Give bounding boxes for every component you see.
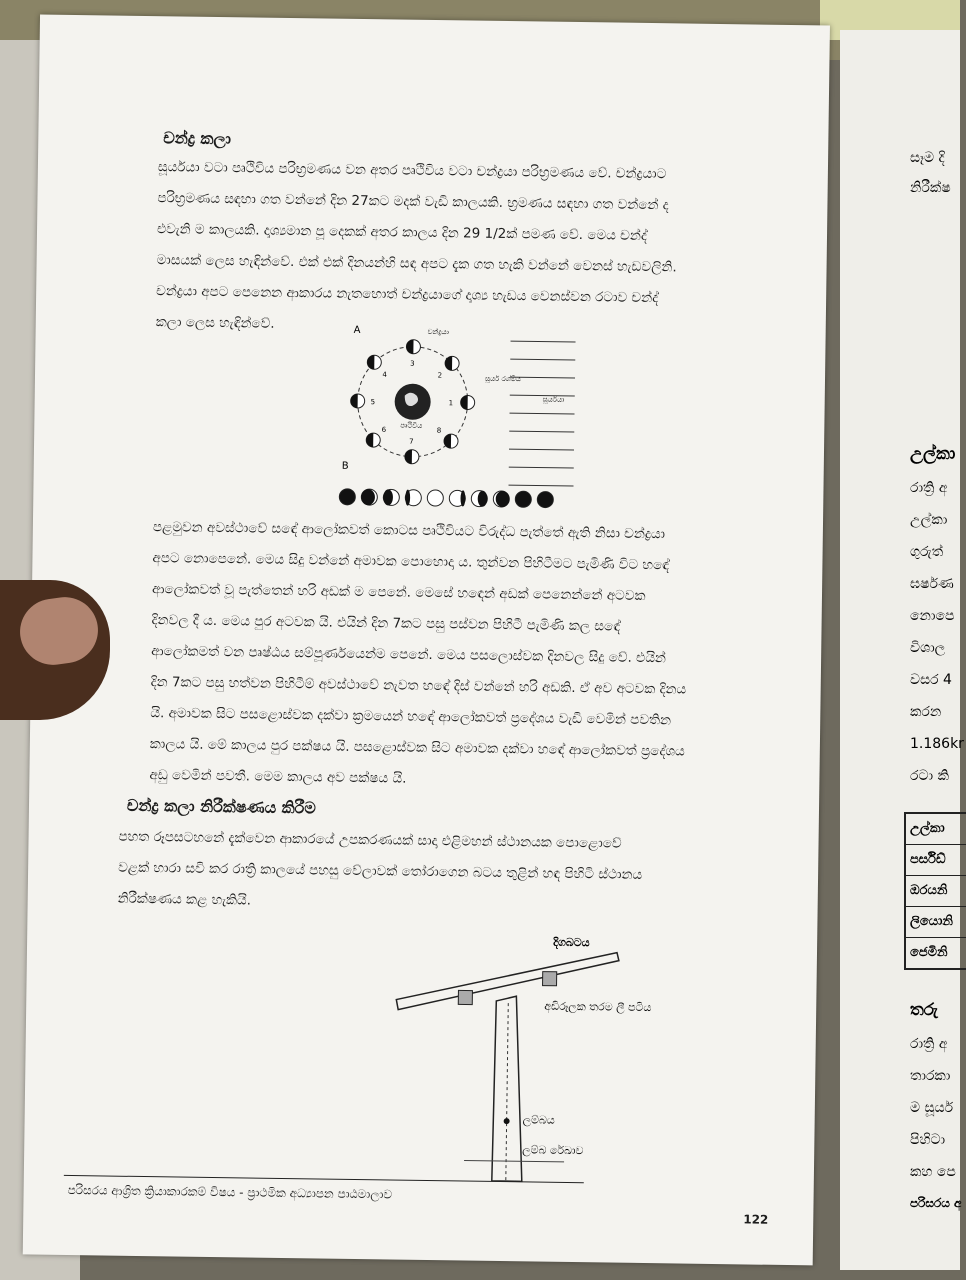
meteor-table — [904, 812, 966, 970]
orbit-moon — [437, 427, 459, 449]
table-cell: පර්සිඩ් — [906, 845, 966, 876]
right-line: ගුරුත් — [910, 544, 944, 560]
right-line: නිරීක්ෂ — [910, 180, 951, 196]
paragraph: සූර්යයා වටා පෘථිවිය පරිභ්‍රමණය වන අතර පෘථිවිය වටා චන්ද්‍රයා පරිභ්‍රමණය වේ. චන්ද්‍රයාට පරිභ්‍රමණය සඳහා ගත වන්නේ දින 27කට මදක් වැඩි කාලයකි. භ්‍රමණය සඳහා ගත වන්නේ ද එවැනි ම කාලයකි. දෘශ්‍යමාන පූ දෙකක් අතර කාලය දින 29 1/2ක් පමණ වේ. මෙය චන්ද්‍ මාසයක් ලෙස හැඳින්වේ. එක් එක් දිනයන්හි සඳ අපට දැක ගත හැකි වන්නේ වෙනස් හැඩවලිනි. චන්ද්‍රයා අපට පෙනෙන ආකාරය නැතහොත් චන්ද්‍රයාගේ දෘශ්‍ය හැඩය වෙනස්වන රටාව චන්ද්‍ කලා ලෙස හැඳින්වේ. — [155, 159, 677, 332]
label-a: A — [353, 324, 361, 336]
moon-shadow-icon — [406, 340, 413, 354]
right-line: විශාල — [910, 640, 946, 656]
right-heading: උල්කා — [910, 444, 956, 464]
earth-label: පෘථිවිය — [400, 421, 423, 430]
tube-label: දිගබටය — [553, 935, 590, 950]
paragraph: පළමුවන අවස්ථාවේ සඳේ ආලෝකවත් කොටස පෘථිවියට විරුද්ධ පැත්තේ ඇති නිසා චන්ද්‍රයා අපට නොපෙනේ. මෙය සිදු වන්නේ අමාවක පොහොදා ය. තුන්වන පිහිටීමට පැමිණි විට හඳේ ආලෝකවත් වූ පැත්තෙන් හරි අඩක් ම පෙනේ. මෙසේ හඳෙන් අඩක් පෙනෙන්නේ අටවක දිනවල දී ය. මෙය පුර අටවක යි. එයින් දින 7කට පසු පස්වන පිහිටී පැමිණි කල සඳේ ආලෝකමත් වන පෘෂ්ඨය සම්පූර්ණයෙන්ම පෙනේ. මෙය පසලොස්වක දිනවල සිදු වේ. එයින් දින 7කට පසු හත්වන පිහිටීම් අවස්ථාවේ නැවත හඳේ දිස් වන්නේ හරි අඩකි. ඒ අව අටවක දිනය යි. අමාවක සිට පසළොස්වක දක්වා ක්‍රමයෙන් හඳේ ආලෝකවත් ප්‍රදේශය වැඩි වෙමින් පවතින කාලය යි. මේ කාලය පුර පක්ෂය යි. පසළොස්වක සිට අමාවක දක්වා හඳේ ආලෝකවත් ප්‍රදේශය අඩු වෙමින් පවතී. මෙම කාලය අව පක්ෂය යි. — [149, 519, 687, 787]
phase-moon-icon — [427, 490, 443, 506]
table-cell: ලියොනි — [906, 907, 966, 938]
moon-label: චන්ද්‍රයා — [427, 327, 449, 337]
phase-number: 6 — [381, 425, 387, 434]
phase-number: 2 — [437, 371, 443, 380]
sun-ray-label: සූර්ය රශ්මිය — [484, 374, 521, 384]
orbit-moon — [351, 394, 376, 408]
phase-number: 1 — [448, 399, 454, 408]
page-footer: පරිසරය ආශ්‍රිත ක්‍රියාකාරකම් විෂය - ප්‍රාථමික අධ්‍යාපන පාඨමාලාව — [67, 1182, 393, 1202]
page-number: 122 — [743, 1212, 769, 1227]
sun-rays — [509, 341, 576, 486]
right-line: කහ පෙ — [910, 1164, 956, 1180]
section-heading: චන්ද්‍ර කලා — [163, 128, 232, 149]
phase-moon-icon — [537, 491, 553, 507]
ground-line — [464, 1161, 564, 1162]
plank-label: අඩිරූලක තරම ලී පටිය — [544, 999, 652, 1015]
phase-number: 4 — [382, 370, 387, 379]
right-line: සෑම දි — [910, 150, 945, 166]
right-line: උල්කා — [910, 512, 948, 528]
right-line: ඝර්ෂණ — [910, 576, 954, 592]
phase-moon-icon — [339, 489, 355, 505]
phase-number: 7 — [409, 437, 414, 446]
phase-row — [339, 489, 553, 508]
orbit-moon — [449, 395, 475, 409]
phase-moon-icon — [515, 491, 531, 507]
orbit-moon — [406, 340, 420, 368]
phase-number: 5 — [370, 398, 376, 407]
orbit-moon — [367, 355, 388, 379]
plumb-label: ලම්බ රේඛාව — [522, 1143, 584, 1158]
orbit-moon — [405, 438, 419, 464]
right-line: 1.186kr — [910, 736, 964, 752]
phase-number: 3 — [410, 359, 415, 368]
moon-phase-diagram — [333, 319, 576, 512]
moon-shadow-icon — [366, 433, 373, 447]
moon-shadow-icon — [405, 450, 412, 464]
right-line: වසර 4 — [910, 672, 952, 688]
right-page — [840, 30, 964, 1270]
right-line: කරන — [910, 704, 942, 720]
section-heading: චන්ද්‍ර කලා නිරීක්ෂණය කිරීම — [126, 795, 317, 818]
right-footer: පරිසරය අ — [910, 1196, 962, 1210]
table-cell: ජෙමිනි — [910, 945, 948, 960]
right-line: තාරකා — [910, 1068, 951, 1084]
sight-block-icon — [458, 990, 472, 1004]
table-cell: ඔරයනි — [906, 876, 966, 907]
right-line: රාත්‍රි අ — [910, 480, 948, 496]
book-page — [23, 14, 830, 1265]
orbit-moon — [438, 356, 460, 380]
right-line: නොපෙ — [910, 608, 955, 624]
weight-label: ලම්බය — [522, 1113, 555, 1127]
right-line: ම සූර්ය — [910, 1100, 954, 1116]
moon-shadow-icon — [367, 355, 374, 369]
phase-number: 8 — [436, 426, 442, 435]
orbit-moon — [366, 426, 387, 448]
moon-observation-apparatus — [364, 929, 652, 1183]
moon-shadow-icon — [351, 394, 358, 408]
plumb-line — [506, 1003, 508, 1181]
right-line: රටා කි — [910, 768, 949, 784]
weight-icon — [504, 1118, 510, 1124]
table-cell: උල්කා — [906, 814, 966, 845]
right-line: පිහිටා — [910, 1132, 946, 1148]
paragraph: පහත රූපසටහනේ දැක්වෙන ආකාරයේ උපකරණයක් සාදා එළිමහන් ස්ථානයක පොළොවේ වළක් හාරා සවි කර රාත්‍රි කාලයේ පහසු වේලාවක් තෝරාගෙන බටය තුළින් හඳ පිහිටි ස්ථානය නිරීක්ෂණය කළ හැකියි. — [117, 828, 643, 909]
moon-shadow-icon — [461, 395, 468, 409]
right-line: රාත්‍රි අ — [910, 1036, 948, 1052]
sun-label: සූර්යයා — [542, 395, 565, 404]
sight-block-icon — [543, 972, 557, 986]
right-heading: තරු — [910, 1000, 939, 1020]
label-b: B — [341, 460, 349, 472]
